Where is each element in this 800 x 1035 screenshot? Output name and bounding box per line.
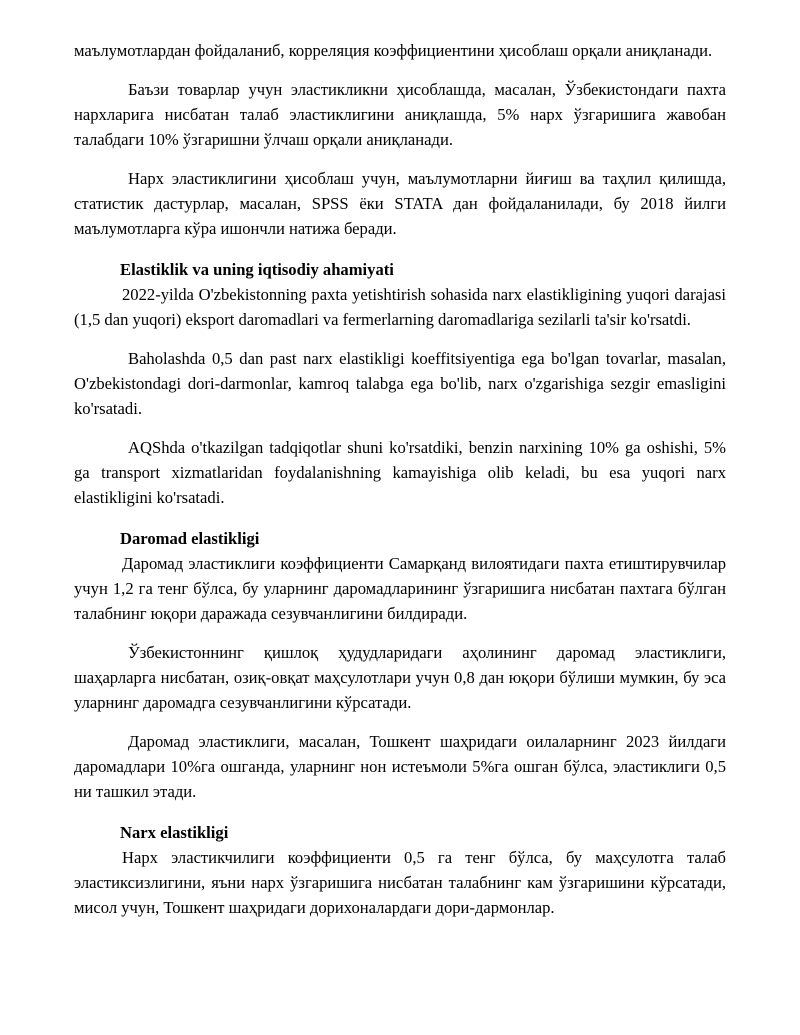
paragraph-medicines-inelastic: Baholashda 0,5 dan past narx elastikligi koeffitsiyentiga ega bo'lgan tovarlar, masalan, O'zbekistondagi dori-darmonlar, kamroq talabga ega bo'lib, narx o'zgarishiga sezgir emasligini ko'rsatadi.	[74, 349, 726, 418]
document-page	[74, 38, 726, 920]
paragraph-usa-gasoline: AQShda o'tkazilgan tadqiqotlar shuni ko'rsatdiki, benzin narxining 10% ga oshishi, 5% ga transport xizmatlaridan foydalanishning kamayishiga olib keladi, bu esa yuqori narx elastikligini ko'rsatadi.	[74, 438, 726, 507]
paragraph-cotton-price-elasticity: Баъзи товарлар учун эластикликни ҳисоблашда, масалан, Ўзбекистондаги пахта нархларига нисбатан талаб эластиклигини аниқлашда, 5% нарх ўзгаришига жавобан талабдаги 10% ўзгаришни ўлчаш орқали аниқланади.	[74, 80, 726, 149]
paragraph-correlation: маълумотлардан фойдаланиб, корреляция коэффициентини ҳисоблаш орқали аниқланади.	[74, 41, 713, 60]
section-heading-income-elasticity: Daromad elastikligi	[120, 529, 260, 548]
paragraph-cotton-2022: 2022-yilda O'zbekistonning paxta yetishtirish sohasida narx elastikligining yuqori darajasi (1,5 dan yuqori) eksport daromadlari va fermerlarning daromadlariga sezilarli ta'sir ko'rsatdi.	[74, 285, 726, 329]
section-heading-elasticity-economic-importance: Elastiklik va uning iqtisodiy ahamiyati	[120, 260, 394, 279]
paragraph-rural-income: Ўзбекистоннинг қишлоқ ҳудудларидаги аҳолининг даромад эластиклиги, шаҳарларга нисбатан, озиқ-овқат маҳсулотлари учун 0,8 дан юқори бўлиши мумкин, бу эса уларнинг даромадга сезувчанлигини кўрсатади.	[74, 643, 726, 712]
paragraph-tashkent-bread: Даромад эластиклиги, масалан, Тошкент шаҳридаги оилаларнинг 2023 йилдаги даромадлари 10%га ошганда, уларнинг нон истеъмоли 5%га ошган бўлса, эластиклиги 0,5 ни ташкил этади.	[74, 732, 726, 801]
paragraph-price-elasticity-coefficient: Нарх эластикчилиги коэффициенти 0,5 га тенг бўлса, бу маҳсулотга талаб эластиксизлигини, яъни нарх ўзгаришига нисбатан талабнинг кам ўзгаришини кўрсатади, мисол учун, Тошкент шаҳридаги дорихоналардаги дори-дармонлар.	[74, 848, 726, 917]
paragraph-samarkand-income: Даромад эластиклиги коэффициенти Самарқанд вилоятидаги пахта етиштирувчилар учун 1,2 га тенг бўлса, бу уларнинг даромадларининг ўзгаришига нисбатан пахтага бўлган талабнинг юқори даражада сезувчанлигини билдиради.	[74, 554, 726, 623]
section-heading-price-elasticity: Narx elastikligi	[120, 823, 229, 842]
paragraph-statistical-software: Нарх эластиклигини ҳисоблаш учун, маълумотларни йиғиш ва таҳлил қилишда, статистик дастурлар, масалан, SPSS ёки STATA дан фойдаланилади, бу 2018 йилги маълумотларга кўра ишончли натижа беради.	[74, 169, 726, 238]
